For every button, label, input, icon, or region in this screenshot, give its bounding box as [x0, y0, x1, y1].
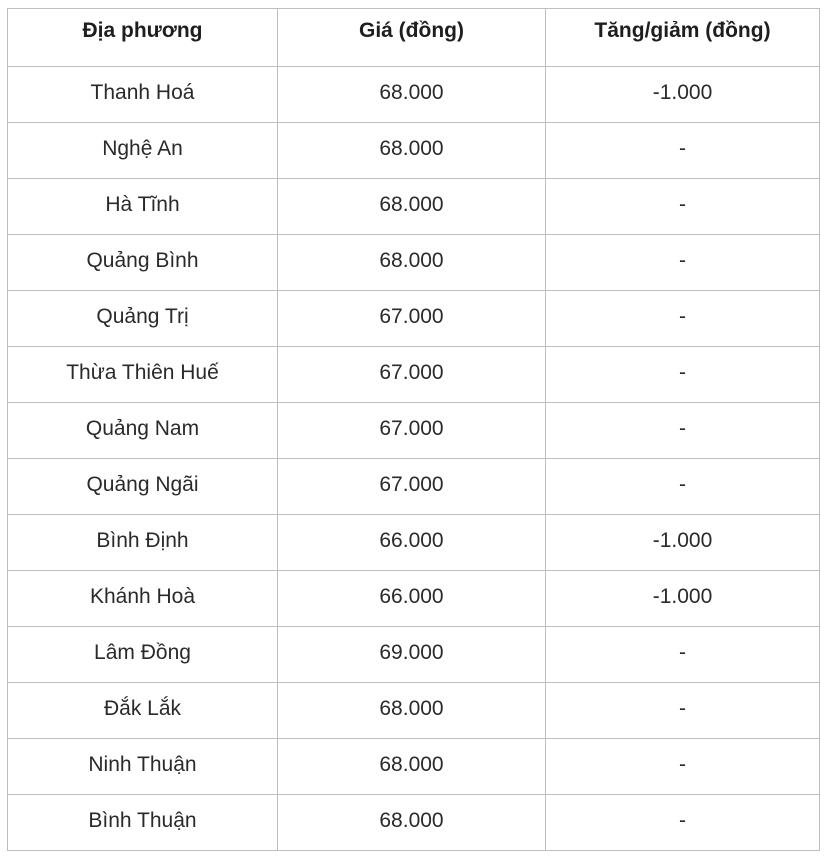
table-row: [8, 459, 820, 515]
cell-region: Bình Định: [8, 515, 278, 571]
cell-region: Quảng Trị: [8, 291, 278, 347]
header-price: Giá (đồng): [278, 9, 546, 67]
table-row: [8, 291, 820, 347]
cell-region: Hà Tĩnh: [8, 179, 278, 235]
cell-region: Bình Thuận: [8, 795, 278, 851]
header-region: Địa phương: [8, 9, 278, 67]
cell-change: -: [546, 795, 820, 851]
table-header: [8, 9, 820, 67]
cell-change: -: [546, 291, 820, 347]
cell-change: -1.000: [546, 515, 820, 571]
header-row: [8, 9, 820, 67]
cell-price: 69.000: [278, 627, 546, 683]
cell-price: 68.000: [278, 67, 546, 123]
cell-region: Khánh Hoà: [8, 571, 278, 627]
cell-change: -1.000: [546, 571, 820, 627]
cell-price: 67.000: [278, 459, 546, 515]
cell-price: 67.000: [278, 347, 546, 403]
cell-change: -: [546, 403, 820, 459]
cell-region: Lâm Đồng: [8, 627, 278, 683]
table-row: [8, 235, 820, 291]
cell-price: 68.000: [278, 683, 546, 739]
table-row: [8, 123, 820, 179]
table-row: [8, 347, 820, 403]
cell-change: -: [546, 235, 820, 291]
cell-change: -: [546, 683, 820, 739]
cell-change: -: [546, 179, 820, 235]
table-row: [8, 795, 820, 851]
table-row: [8, 739, 820, 795]
cell-region: Nghệ An: [8, 123, 278, 179]
table-row: [8, 683, 820, 739]
cell-region: Quảng Nam: [8, 403, 278, 459]
table-body: [8, 67, 820, 851]
table-row: [8, 179, 820, 235]
cell-price: 67.000: [278, 403, 546, 459]
table-row: [8, 515, 820, 571]
cell-price: 68.000: [278, 235, 546, 291]
cell-price: 66.000: [278, 515, 546, 571]
cell-region: Quảng Ngãi: [8, 459, 278, 515]
cell-change: -: [546, 347, 820, 403]
cell-change: -: [546, 627, 820, 683]
price-table: [7, 8, 820, 851]
cell-price: 67.000: [278, 291, 546, 347]
table-row: [8, 627, 820, 683]
cell-region: Quảng Bình: [8, 235, 278, 291]
cell-price: 68.000: [278, 123, 546, 179]
cell-change: -: [546, 739, 820, 795]
cell-change: -: [546, 459, 820, 515]
cell-change: -1.000: [546, 67, 820, 123]
cell-price: 66.000: [278, 571, 546, 627]
header-change: Tăng/giảm (đồng): [546, 9, 820, 67]
cell-region: Đắk Lắk: [8, 683, 278, 739]
table-row: [8, 571, 820, 627]
cell-region: Thừa Thiên Huế: [8, 347, 278, 403]
cell-price: 68.000: [278, 179, 546, 235]
cell-region: Ninh Thuận: [8, 739, 278, 795]
cell-price: 68.000: [278, 795, 546, 851]
cell-price: 68.000: [278, 739, 546, 795]
table-row: [8, 67, 820, 123]
cell-change: -: [546, 123, 820, 179]
table-row: [8, 403, 820, 459]
cell-region: Thanh Hoá: [8, 67, 278, 123]
